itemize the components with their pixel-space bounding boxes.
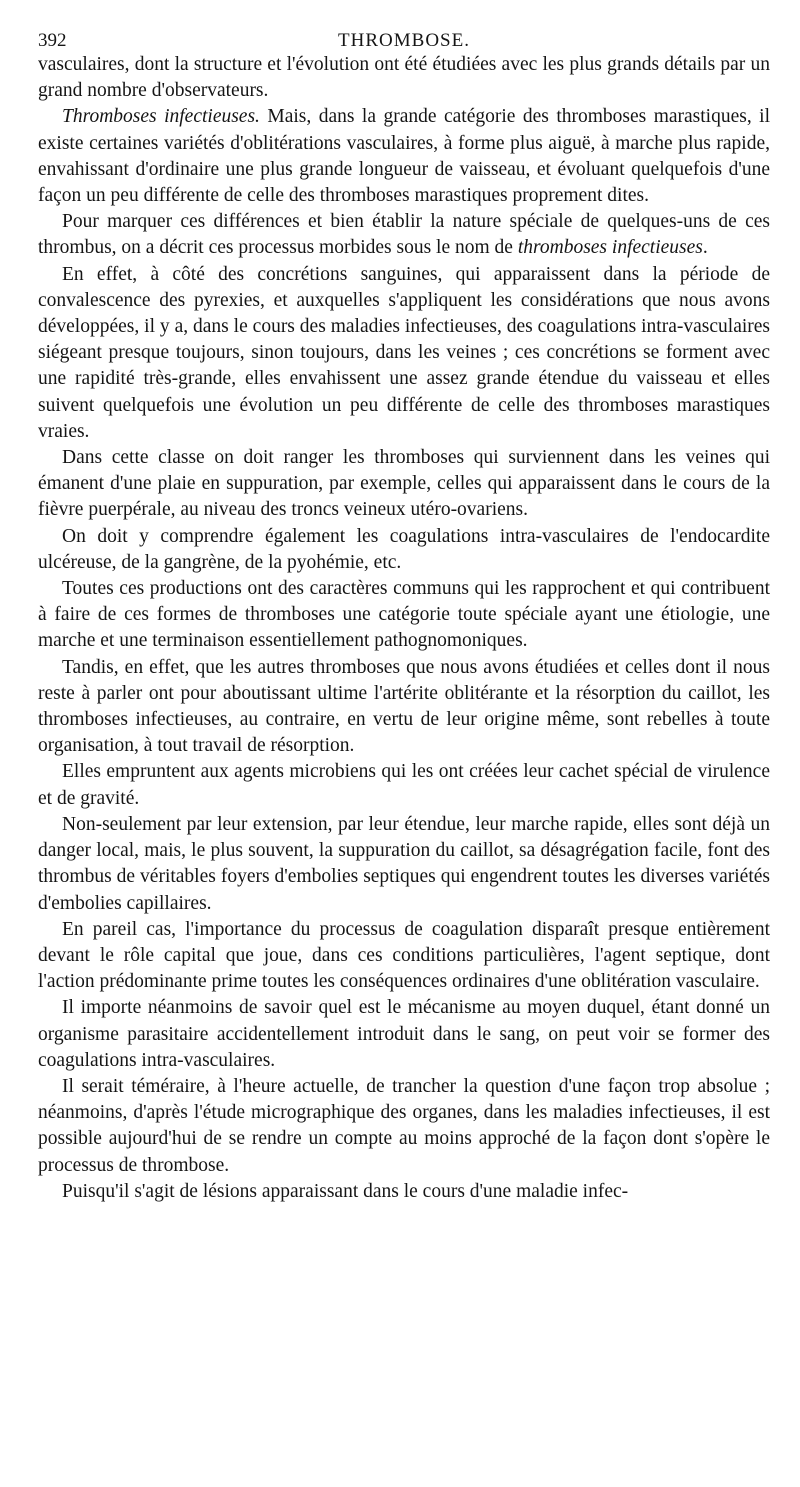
section-lead-heading: Thromboses infectieuses.	[62, 106, 260, 128]
paragraph: Tandis, en effet, que les autres thromboses que nous avons étudiées et celles dont il nous reste à parler ont pour aboutissant ultime l'artérite oblitérante et la résorption du caillot, les thromboses infectieuses, au contraire, en vertu de leur origine même, sont rebelles à toute organisation, à tout travail de résorption.	[38, 656, 770, 757]
paragraph: On doit y comprendre également les coagulations intra-vasculaires de l'endocardite ulcéreuse, de la gangrène, de la pyohémie, etc.	[38, 525, 770, 573]
paragraph: Non-seulement par leur extension, par leur étendue, leur marche rapide, elles sont déjà un danger local, mais, le plus souvent, la suppuration du caillot, sa désagrégation facile, font des thrombus de véritables foyers d'embolies septiques qui engendrent toutes les diverses variétés d'embolies capillaires.	[38, 813, 770, 914]
paragraph: En effet, à côté des concrétions sanguines, qui apparaissent dans la période de convalescence des pyrexies, et auxquelles s'appliquent les considérations que nous avons développées, il y a, dans le cours des maladies infectieuses, des coagulations intra-vasculaires siégeant presque toujours, sinon toujours, dans les veines ; ces concrétions se forment avec une rapidité très-grande, elles envahissent une assez grande étendue du vaisseau et elles suivent quelquefois une évolution un peu différente de celle des thromboses marastiques vraies.	[38, 263, 770, 442]
italic-term: thromboses infectieuses	[517, 237, 703, 259]
paragraph: Toutes ces productions ont des caractères communs qui les rapprochent et qui contribuent à faire de ces formes de thromboses une catégorie toute spéciale ayant une étiologie, une marche et une terminaison essentiellement pathognomoniques.	[38, 578, 770, 652]
document-page	[38, 30, 770, 1205]
running-head	[38, 30, 770, 52]
paragraph-continuation: vasculaires, dont la structure et l'évolution ont été étudiées avec les plus grands détails par un grand nombre d'observateurs.	[38, 54, 770, 102]
paragraph-last: Puisqu'il s'agit de lésions apparaissant dans le cours d'une maladie infec-	[62, 1180, 629, 1202]
paragraph: En pareil cas, l'importance du processus de coagulation disparaît presque entièrement devant le rôle capital que joue, dans ces conditions particulières, l'agent septique, dont l'action prédominante prime toutes les conséquences ordinaires d'une oblitération vasculaire.	[38, 918, 770, 993]
running-title: THROMBOSE.	[338, 30, 470, 51]
paragraph: Elles empruntent aux agents microbiens qui les ont créées leur cachet spécial de virulence et de gravité.	[38, 761, 770, 809]
paragraph-thromboses-infectieuses: Thromboses infectieuses. Mais, dans la grande catégorie des thromboses marastiques, il existe certaines variétés d'oblitérations vasculaires, à forme plus aiguë, à marche plus rapide, envahissant d'ordinaire une plus grande longueur de vaisseau, et évoluant quelquefois d'une façon un peu différente de celle des thromboses marastiques proprement dites.	[38, 106, 771, 207]
paragraph: Il importe néanmoins de savoir quel est le mécanisme au moyen duquel, étant donné un organisme parasitaire accidentellement introduit dans le sang, on peut voir se former des coagulations intra-vasculaires.	[38, 997, 770, 1071]
paragraph: Il serait téméraire, à l'heure actuelle, de trancher la question d'une façon trop absolue ; néanmoins, d'après l'étude micrographique des organes, dans les maladies infectieuses, il est possible aujourd'hui de se rendre un compte au moins approché de la façon dont s'opère le processus de thrombose.	[38, 1075, 770, 1176]
paragraph: Dans cette classe on doit ranger les thromboses qui surviennent dans les veines qui émanent d'une plaie en suppuration, par exemple, celles qui apparaissent dans le cours de la fièvre puerpérale, au niveau des troncs veineux utéro-ovariens.	[38, 447, 770, 521]
paragraph: Pour marquer ces différences et bien établir la nature spéciale de quelques-uns de ces thrombus, on a décrit ces processus morbides sous le nom de thromboses infectieuses.	[38, 211, 770, 259]
page-number: 392	[38, 30, 67, 51]
